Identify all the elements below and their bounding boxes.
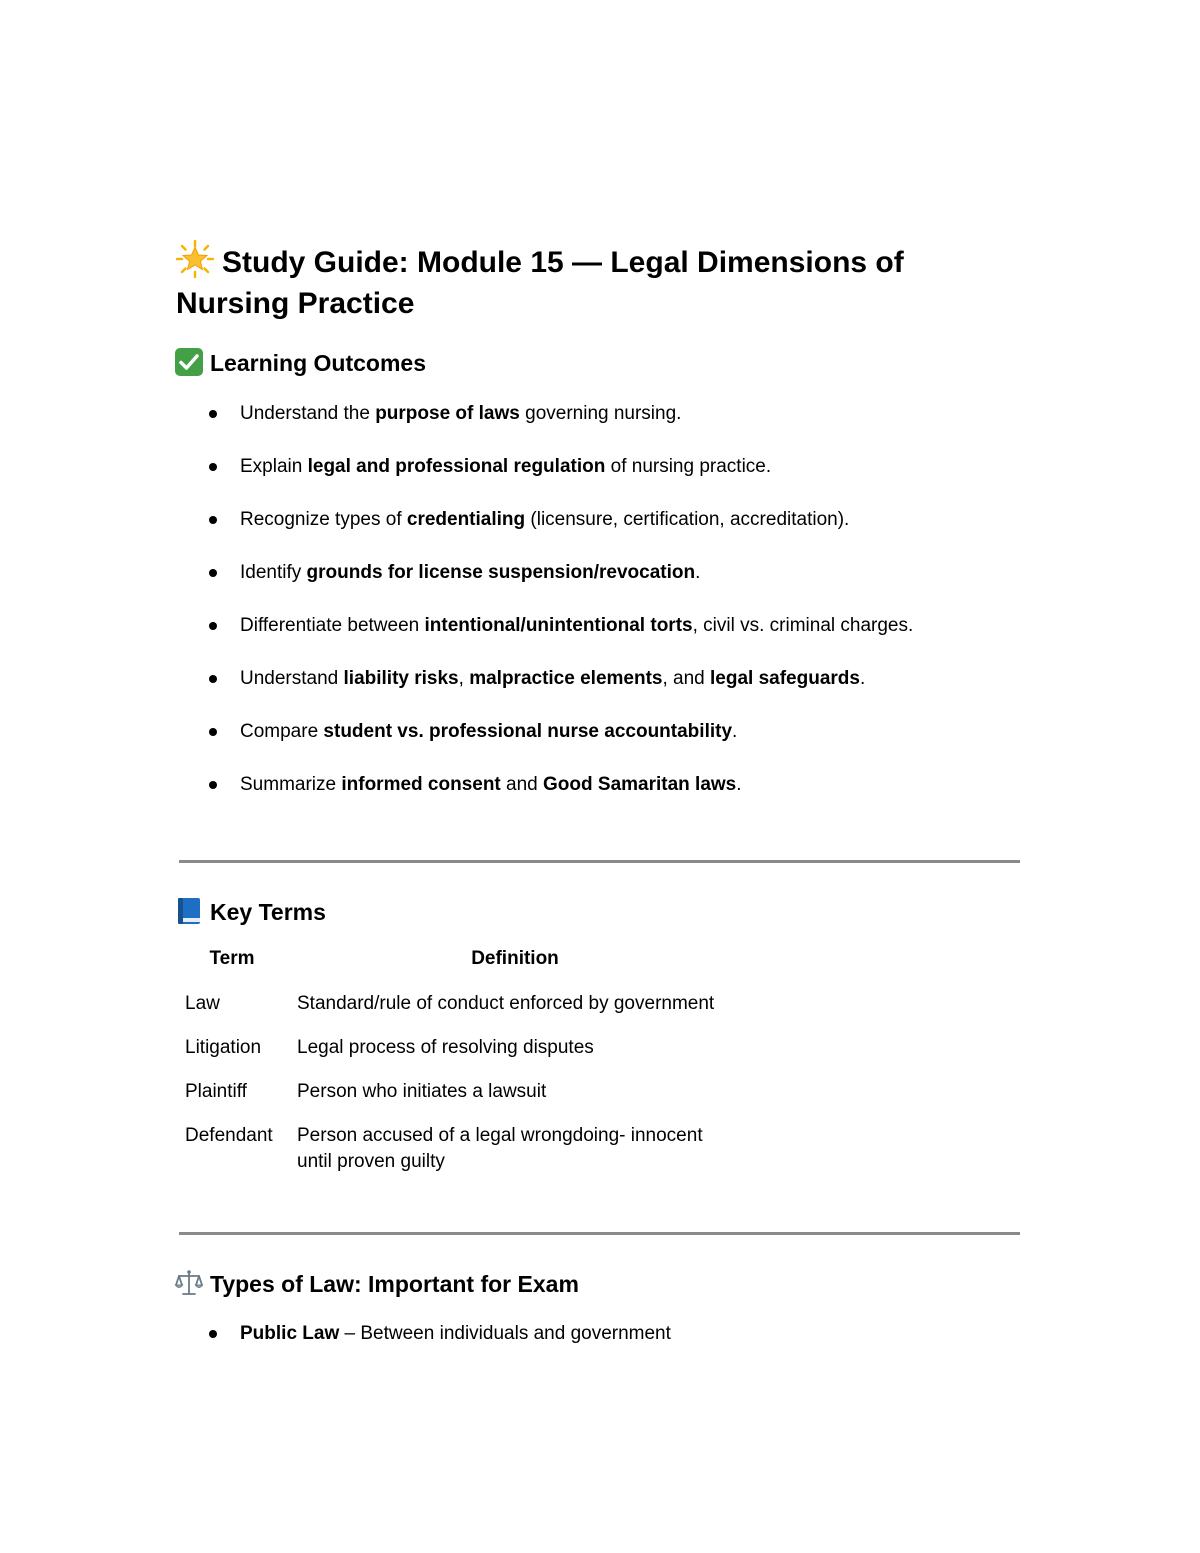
list-text: Understand [240, 668, 344, 689]
glowing-star-icon [176, 240, 214, 278]
table-header-row [176, 940, 742, 982]
bullet-dot [209, 675, 217, 683]
bullet-dot [209, 463, 217, 471]
list-bold-text: liability risks [343, 668, 459, 689]
bullet-dot [209, 410, 217, 418]
list-bold-text: Public Law [240, 1323, 340, 1344]
bullet-dot [209, 516, 217, 524]
term-cell: Defendant [185, 1125, 273, 1146]
list-bold-text: informed consent [341, 774, 501, 795]
key-terms-table [176, 940, 742, 1184]
list-bold-text: credentialing [406, 509, 526, 530]
list-text: Recognize types of [240, 509, 407, 530]
definition-cell: Person accused of a legal wrongdoing- innocent until proven guilty [297, 1125, 703, 1172]
list-text: Understand the [240, 403, 376, 424]
blue-book-icon [174, 896, 204, 926]
list-bold-text: intentional/unintentional torts [424, 615, 693, 636]
list-text: , civil vs. criminal charges. [692, 615, 914, 636]
list-item [206, 401, 913, 454]
list-text: Explain [240, 456, 308, 477]
types-of-law-heading-text: Types of Law: Important for Exam [210, 1271, 579, 1297]
table-row [176, 982, 742, 1026]
list-bold-text: purpose of laws [375, 403, 520, 424]
list-text: Identify [240, 562, 307, 583]
bullet-dot [209, 728, 217, 736]
bullet-dot [209, 1330, 217, 1338]
table-row [176, 1070, 742, 1114]
list-text: governing nursing. [519, 403, 682, 424]
list-text: – Between individuals and government [339, 1323, 671, 1344]
list-bold-text: student vs. professional nurse accountability [323, 721, 733, 742]
definition-cell: Standard/rule of conduct enforced by government [297, 993, 715, 1014]
list-text: Differentiate between [240, 615, 425, 636]
horizontal-divider [179, 860, 1020, 863]
definition-cell: Legal process of resolving disputes [297, 1037, 594, 1058]
list-item [206, 507, 913, 560]
list-item [206, 454, 913, 507]
list-text: and [500, 774, 544, 795]
learning-outcomes-heading-text: Learning Outcomes [210, 350, 426, 376]
list-text: . [732, 721, 738, 742]
list-item [206, 719, 913, 772]
term-cell: Plaintiff [185, 1081, 247, 1102]
list-text: . [736, 774, 742, 795]
list-text: Summarize [240, 774, 342, 795]
list-text: (licensure, certification, accreditation). [525, 509, 850, 530]
list-bold-text: Good Samaritan laws [543, 774, 737, 795]
table-row [176, 1026, 742, 1070]
bullet-dot [209, 781, 217, 789]
term-cell: Litigation [185, 1037, 262, 1058]
list-text: Compare [240, 721, 324, 742]
page-title-text: Study Guide: Module 15 — Legal Dimensions of Nursing Practice [176, 246, 904, 320]
learning-outcomes-list [206, 401, 913, 825]
column-header-term: Term [209, 948, 255, 969]
list-bold-text: legal and professional regulation [307, 456, 606, 477]
bullet-dot [209, 622, 217, 630]
check-mark-button-icon [174, 347, 204, 377]
horizontal-divider [179, 1232, 1020, 1235]
bullet-dot [209, 569, 217, 577]
list-item [206, 772, 913, 825]
learning-outcomes-heading [174, 347, 426, 379]
balance-scale-icon [174, 1268, 204, 1298]
column-header-definition: Definition [471, 948, 559, 969]
term-cell: Law [185, 993, 220, 1014]
list-item [206, 560, 913, 613]
key-terms-heading-text: Key Terms [210, 899, 326, 925]
list-text: , and [662, 668, 711, 689]
table-row [176, 1114, 742, 1184]
list-bold-text: malpractice elements [469, 668, 663, 689]
types-of-law-list [206, 1321, 671, 1374]
page-title [176, 240, 976, 324]
list-bold-text: legal safeguards [710, 668, 860, 689]
types-of-law-heading [174, 1268, 579, 1300]
list-text: , [458, 668, 470, 689]
list-bold-text: grounds for license suspension/revocation [306, 562, 696, 583]
list-text: . [695, 562, 701, 583]
list-item [206, 1321, 671, 1374]
list-item [206, 666, 913, 719]
list-item [206, 613, 913, 666]
definition-cell: Person who initiates a lawsuit [297, 1081, 547, 1102]
list-text: of nursing practice. [605, 456, 772, 477]
list-text: . [859, 668, 866, 689]
key-terms-heading [174, 896, 326, 928]
